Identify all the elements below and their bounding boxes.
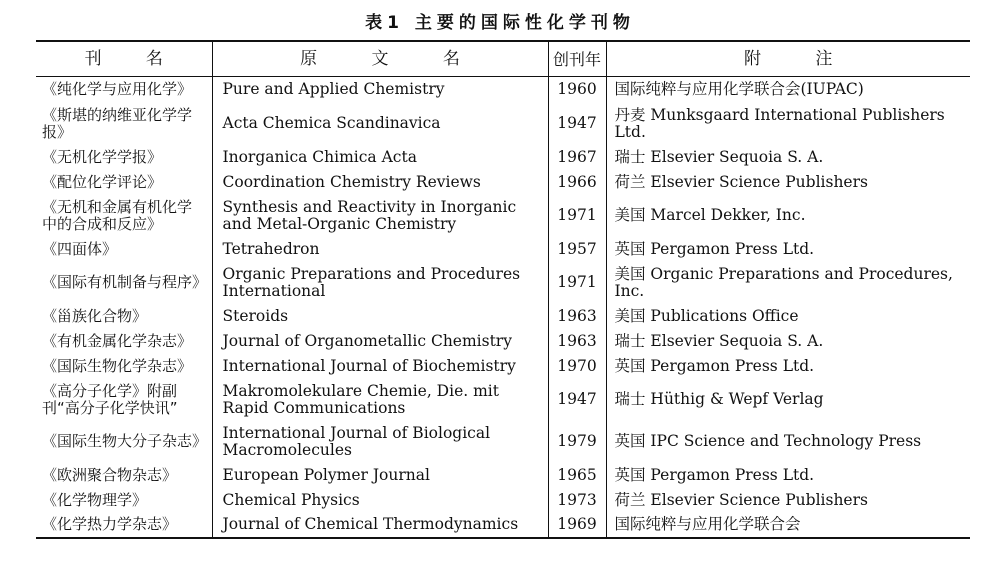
table-row xyxy=(36,354,970,379)
cell-original-name: Synthesis and Reactivity in Inorganic and Metal-Organic Chemistry xyxy=(212,195,548,237)
cell-original-name: Pure and Applied Chemistry xyxy=(212,77,548,103)
cell-note: 美国 Publications Office xyxy=(606,304,970,329)
cell-note: 美国 Marcel Dekker, Inc. xyxy=(606,195,970,237)
cell-year: 1965 xyxy=(548,463,606,488)
header-row xyxy=(36,41,970,77)
cell-note: 国际纯粹与应用化学联合会 xyxy=(606,513,970,538)
cell-original-name: European Polymer Journal xyxy=(212,463,548,488)
table-body xyxy=(36,77,970,538)
header-original-name: 原文名 xyxy=(212,41,548,77)
cell-note: 英国 Pergamon Press Ltd. xyxy=(606,237,970,262)
cell-cn-name: 《有机金属化学杂志》 xyxy=(42,331,193,350)
cell-original-name: Makromolekulare Chemie, Die. mit Rapid Communications xyxy=(212,379,548,421)
cell-cn-name: 《无机和金属有机化学中的合成和反应》 xyxy=(42,197,193,233)
cell-original-name: International Journal of Biochemistry xyxy=(212,354,548,379)
cell-cn-name: 《配位化学评论》 xyxy=(42,172,163,191)
cell-year: 1967 xyxy=(548,145,606,170)
cell-year: 1960 xyxy=(548,77,606,103)
header-cn-name: 刊名 xyxy=(84,48,208,69)
table-row xyxy=(36,145,970,170)
cell-note: 荷兰 Elsevier Science Publishers xyxy=(606,170,970,195)
table-row xyxy=(36,237,970,262)
table-row xyxy=(36,488,970,513)
table-row xyxy=(36,463,970,488)
table-row xyxy=(36,195,970,237)
cell-year: 1973 xyxy=(548,488,606,513)
table-row xyxy=(36,262,970,304)
cell-note: 瑞士 Elsevier Sequoia S. A. xyxy=(606,329,970,354)
cell-cn-name: 《化学物理学》 xyxy=(42,490,148,509)
cell-original-name: International Journal of Biological Macromolecules xyxy=(212,421,548,463)
table-row xyxy=(36,170,970,195)
cell-note: 瑞士 Hüthig & Wepf Verlag xyxy=(606,379,970,421)
cell-year: 1966 xyxy=(548,170,606,195)
header-year: 创刊年 xyxy=(548,41,606,77)
journals-table xyxy=(36,40,970,539)
table-title: 表1 主要的国际性化学刊物 xyxy=(365,13,635,33)
cell-cn-name: 《高分子化学》附副刊“高分子化学快讯” xyxy=(42,381,178,417)
cell-cn-name: 《国际生物大分子杂志》 xyxy=(42,432,208,450)
cell-cn-name: 《欧洲聚合物杂志》 xyxy=(42,465,178,484)
table-row xyxy=(36,379,970,421)
cell-cn-name: 《无机化学学报》 xyxy=(42,147,163,166)
cell-original-name: Chemical Physics xyxy=(212,488,548,513)
table-row xyxy=(36,103,970,145)
table-row xyxy=(36,329,970,354)
cell-year: 1979 xyxy=(548,421,606,463)
cell-year: 1971 xyxy=(548,262,606,304)
cell-year: 1971 xyxy=(548,195,606,237)
cell-cn-name: 《四面体》 xyxy=(42,239,118,258)
cell-year: 1947 xyxy=(548,379,606,421)
cell-note: 英国 IPC Science and Technology Press xyxy=(606,421,970,463)
table-row xyxy=(36,77,970,103)
cell-note: 英国 Pergamon Press Ltd. xyxy=(606,463,970,488)
cell-original-name: Coordination Chemistry Reviews xyxy=(212,170,548,195)
table-row xyxy=(36,421,970,463)
cell-note: 国际纯粹与应用化学联合会(IUPAC) xyxy=(606,77,970,103)
cell-original-name: Steroids xyxy=(212,304,548,329)
cell-cn-name: 《国际有机制备与程序》 xyxy=(42,273,208,291)
cell-note: 美国 Organic Preparations and Procedures, Inc. xyxy=(606,262,970,304)
cell-cn-name: 《纯化学与应用化学》 xyxy=(42,80,193,99)
header-note: 附注 xyxy=(606,41,970,77)
cell-note: 瑞士 Elsevier Sequoia S. A. xyxy=(606,145,970,170)
cell-year: 1963 xyxy=(548,329,606,354)
table-row xyxy=(36,513,970,538)
cell-original-name: Acta Chemica Scandinavica xyxy=(212,103,548,145)
cell-cn-name: 《斯堪的纳维亚化学学报》 xyxy=(42,105,193,141)
cell-year: 1970 xyxy=(548,354,606,379)
cell-year: 1947 xyxy=(548,103,606,145)
cell-cn-name: 《国际生物化学杂志》 xyxy=(42,356,193,375)
cell-original-name: Inorganica Chimica Acta xyxy=(212,145,548,170)
cell-note: 荷兰 Elsevier Science Publishers xyxy=(606,488,970,513)
cell-year: 1969 xyxy=(548,513,606,538)
cell-original-name: Journal of Chemical Thermodynamics xyxy=(212,513,548,538)
cell-note: 丹麦 Munksgaard International Publishers Ltd. xyxy=(606,103,970,145)
cell-cn-name: 《甾族化合物》 xyxy=(42,306,148,325)
cell-note: 英国 Pergamon Press Ltd. xyxy=(606,354,970,379)
cell-original-name: Journal of Organometallic Chemistry xyxy=(212,329,548,354)
cell-year: 1963 xyxy=(548,304,606,329)
cell-original-name: Organic Preparations and Procedures International xyxy=(212,262,548,304)
table-row xyxy=(36,304,970,329)
cell-cn-name: 《化学热力学杂志》 xyxy=(42,515,178,533)
cell-year: 1957 xyxy=(548,237,606,262)
cell-original-name: Tetrahedron xyxy=(212,237,548,262)
